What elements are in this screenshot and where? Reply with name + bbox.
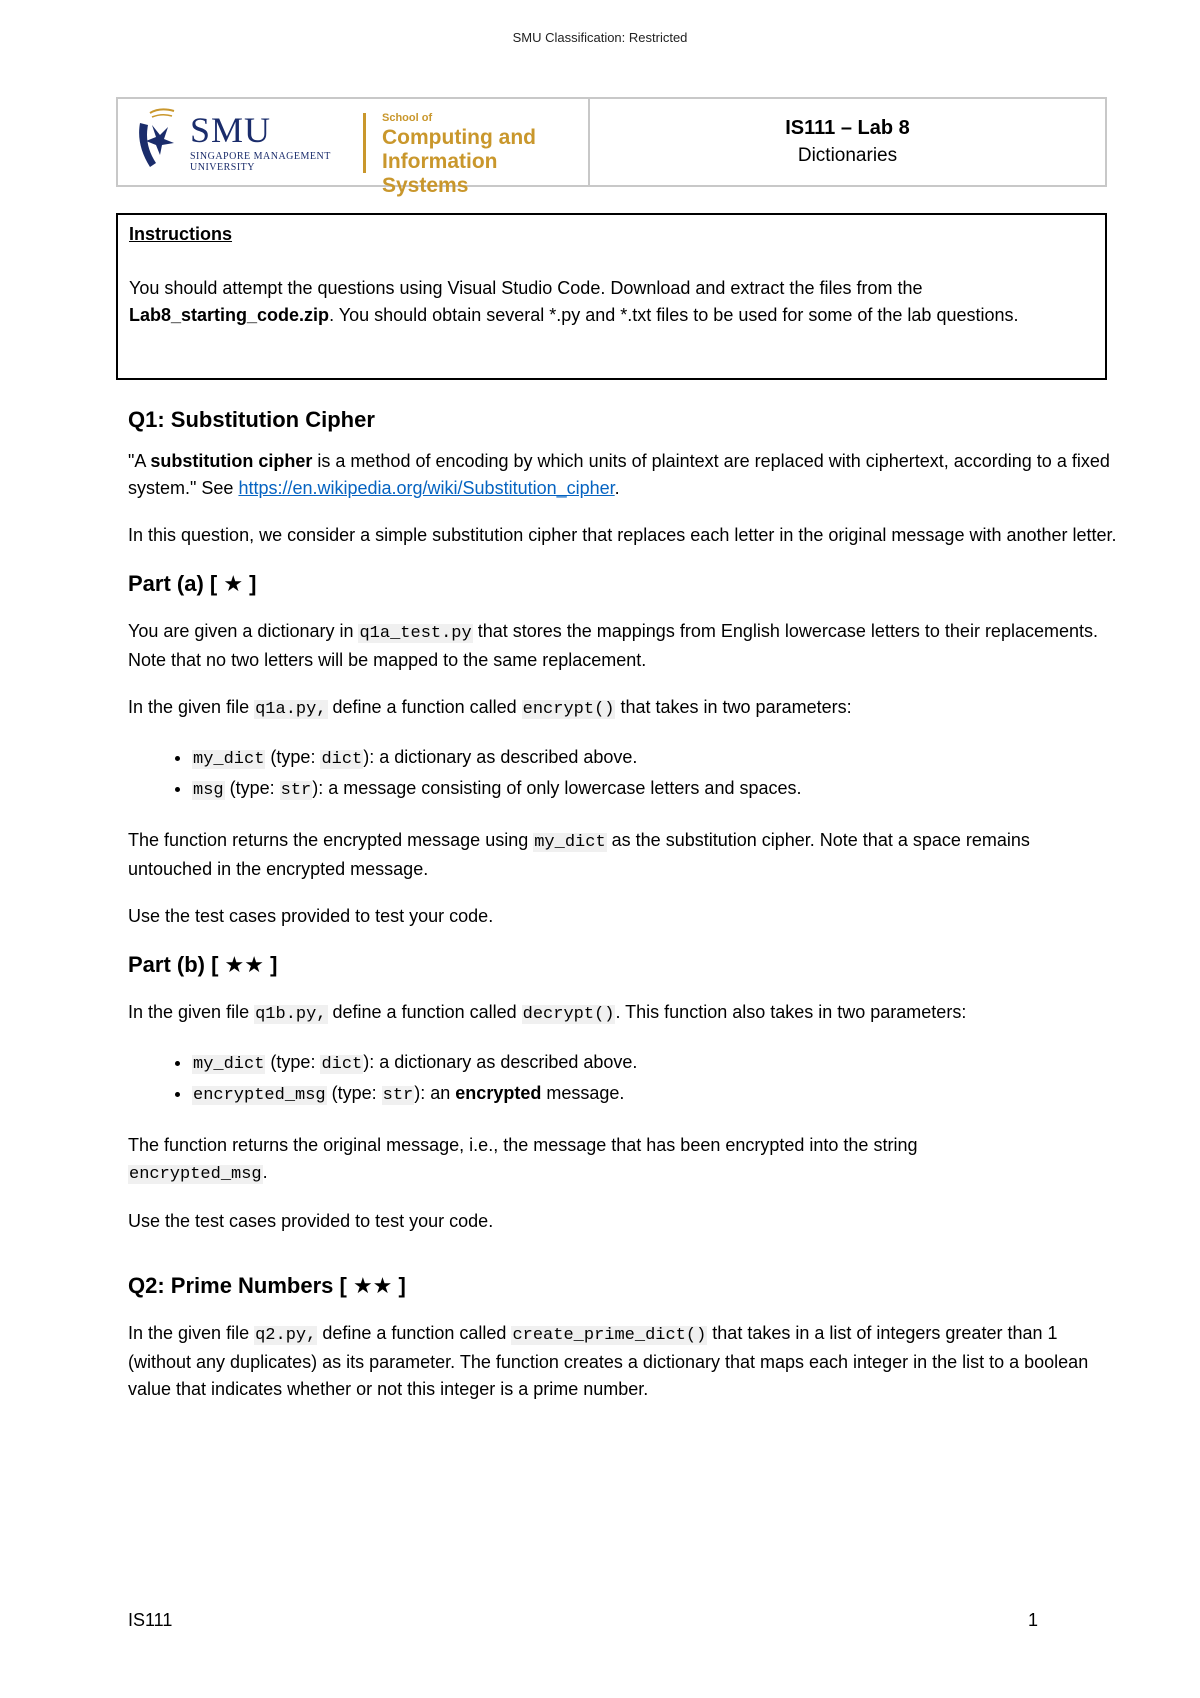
- q1-definition: "A substitution cipher is a method of encoding by which units of plaintext are replaced with ciphertext, according to a fixed system." See https://en.wikipedia.org/wiki/Substitution_cipher.: [128, 451, 1110, 498]
- list-item: • my_dict (type: dict): a dictionary as described above.: [192, 743, 1118, 774]
- q1b-para2: The function returns the original message, i.e., the message that has been encrypted into the string encrypted_msg.: [128, 1135, 918, 1184]
- smu-logo-line1: SINGAPORE MANAGEMENT: [190, 151, 331, 162]
- main-content: [128, 405, 1118, 1403]
- q1b-para1: In the given file q1b.py, define a function called decrypt(). This function also takes in two parameters:: [128, 1002, 967, 1024]
- wikipedia-link[interactable]: https://en.wikipedia.org/wiki/Substitution_cipher: [238, 478, 615, 498]
- q1a-para2: In the given file q1a.py, define a function called encrypt() that takes in two parameters:: [128, 697, 852, 719]
- instructions-title: Instructions: [129, 224, 233, 244]
- header-logos: [118, 99, 590, 197]
- school-of-label: School of: [382, 112, 433, 124]
- logo-divider: [363, 113, 366, 173]
- list-item: • encrypted_msg (type: str): an encrypted message.: [192, 1079, 1118, 1110]
- q1a-para4: Use the test cases provided to test your code.: [128, 906, 494, 926]
- lab-title: IS111 – Lab 8: [785, 117, 910, 139]
- q1a-param-list: [128, 743, 1118, 805]
- school-name-line2: Information Systems: [382, 150, 498, 197]
- q1a-heading: Part (a) [ ★ ]: [128, 571, 257, 596]
- school-name-line1: Computing and: [382, 126, 536, 149]
- q2-para1: In the given file q2.py, define a function called create_prime_dict() that takes in a list of integers greater than 1 (without any duplicates) as its parameter. The function creates a dictionary that maps each integer in the list to a boolean value that indicates whether or not this integer is a prime number.: [128, 1323, 1089, 1399]
- q1-intro: In this question, we consider a simple substitution cipher that replaces each letter in the original message with another letter.: [128, 525, 1117, 545]
- zip-filename: Lab8_starting_code.zip: [129, 305, 330, 325]
- header-title-cell: [590, 99, 1105, 185]
- footer-page-number: 1: [1028, 1610, 1039, 1630]
- footer-course: IS111: [128, 1610, 173, 1630]
- q1-heading: Q1: Substitution Cipher: [128, 407, 375, 432]
- smu-logo-line2: UNIVERSITY: [190, 162, 255, 173]
- smu-logo-text: SMU: [190, 110, 272, 150]
- list-item: • my_dict (type: dict): a dictionary as described above.: [192, 1048, 1118, 1079]
- instructions-text: You should attempt the questions using Visual Studio Code. Download and extract the files from the Lab8_starting_code.zip. You should obtain several *.py and *.txt files to be used for some of the lab questions.: [129, 278, 1019, 325]
- classification-label: SMU Classification: Restricted: [512, 30, 688, 45]
- q1a-para1: You are given a dictionary in q1a_test.py that stores the mappings from English lowercase letters to their replacements. Note that no two letters will be mapped to the same replacement.: [128, 621, 1098, 670]
- header-table: [116, 97, 1107, 197]
- q1b-heading: Part (b) [ ★★ ]: [128, 952, 278, 977]
- q1a-para3: The function returns the encrypted message using my_dict as the substitution cipher. Note that a space remains untouched in the encrypted message.: [128, 830, 1030, 879]
- lab-subtitle: Dictionaries: [797, 145, 898, 166]
- smu-crest-icon: [130, 105, 190, 177]
- q2-heading: Q2: Prime Numbers [ ★★ ]: [128, 1273, 406, 1298]
- instructions-box: [116, 213, 1107, 380]
- q1b-para3: Use the test cases provided to test your code.: [128, 1211, 494, 1231]
- list-item: • msg (type: str): a message consisting of only lowercase letters and spaces.: [192, 774, 1118, 805]
- q1b-param-list: [128, 1048, 1118, 1110]
